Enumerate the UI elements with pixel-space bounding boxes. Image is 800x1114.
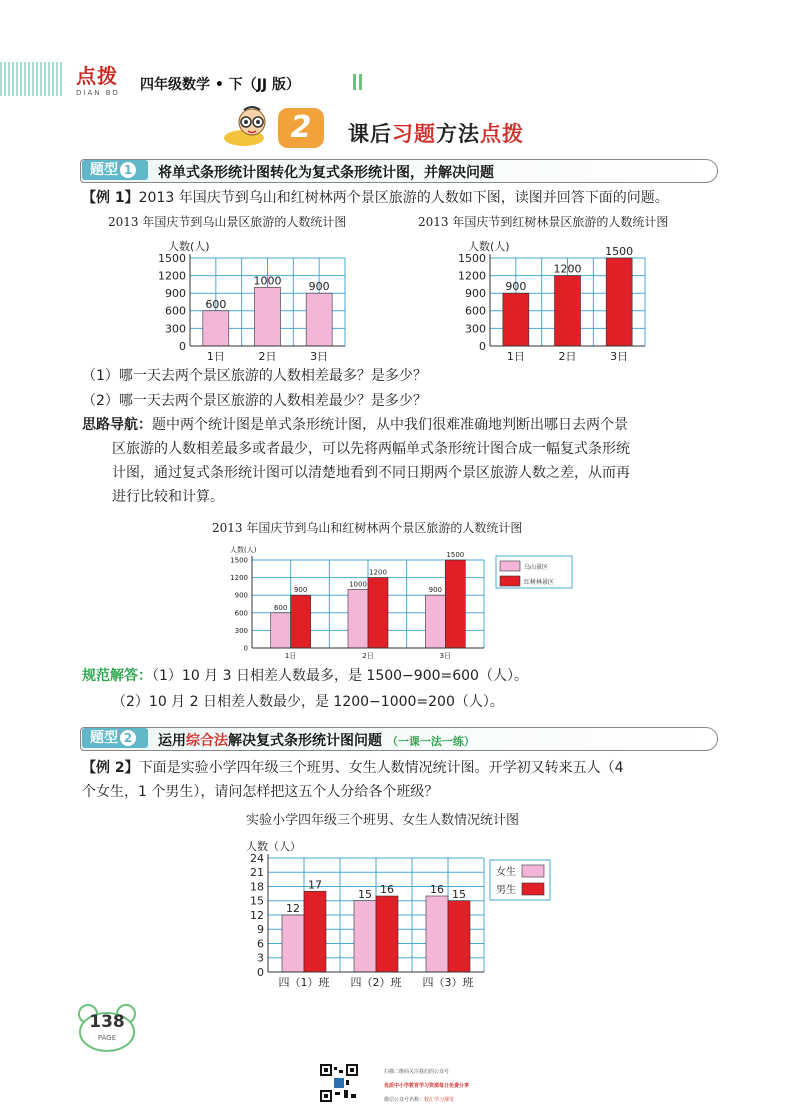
chart1-value-label: 1000 <box>253 274 282 288</box>
logo-subtext: DIAN BO <box>76 89 120 97</box>
chart3-legend-swatch <box>500 561 520 571</box>
chart3-value-label: 900 <box>428 586 443 595</box>
chart3-bar <box>348 589 368 648</box>
chart3-legend-label: 乌山景区 <box>524 564 549 571</box>
chart4-ytick-label: 15 <box>250 894 264 908</box>
chart1-xtick-label: 2日 <box>258 350 277 362</box>
topic1-text: 将单式条形统计图转化为复式条形统计图，并解决问题 <box>158 165 494 181</box>
chart4-ytick-label: 0 <box>257 965 264 979</box>
chart2-xtick-label: 1日 <box>506 350 525 362</box>
chart1-ytick-label: 300 <box>165 322 186 336</box>
chart4-bar <box>304 891 326 972</box>
chart4-value-label: 17 <box>308 878 322 892</box>
chart4-xtick-label: 四（1）班 <box>278 976 330 989</box>
question1: （1）哪一天去两个景区旅游的人数相差最多？是多少？ <box>82 368 427 384</box>
chart4-ytick-label: 3 <box>257 951 264 965</box>
chart1-title: 2013 年国庆节到乌山景区旅游的人数统计图 <box>108 215 347 229</box>
chart3-ytick-label: 1500 <box>230 556 248 565</box>
chart4-xtick-label: 四（3）班 <box>422 976 474 989</box>
chart3-ytick-label: 600 <box>234 609 248 618</box>
chart2-bar <box>606 258 632 346</box>
chart4-ytick-label: 6 <box>257 937 264 951</box>
example1-statement: 【例 1】2013 年国庆节到乌山和红树林两个景区旅游的人数如下图，读图并回答下面的问题。 <box>82 190 669 206</box>
chart2-value-label: 1200 <box>553 262 582 276</box>
chart1-ytick-label: 1200 <box>158 269 186 283</box>
chart4-bar <box>354 901 376 972</box>
chart4-value-label: 16 <box>380 883 394 896</box>
chart2-xtick-label: 2日 <box>558 350 577 362</box>
chart2-xtick-label: 3日 <box>610 350 629 362</box>
chart3-value-label: 1500 <box>446 551 465 559</box>
topic2-tag: （一课一法一练） <box>386 735 475 748</box>
chart4-legend-label: 女生 <box>496 867 516 878</box>
chart2-ytick-label: 1200 <box>458 269 486 283</box>
chart4-ytick-label: 21 <box>250 866 264 880</box>
chart3-bar <box>291 595 311 648</box>
logo-text: 点拨 <box>76 64 118 88</box>
chart4-ylabel: 人数（人） <box>246 840 301 853</box>
guide-label: 思路导航： <box>82 417 152 433</box>
chart4-ytick-label: 18 <box>250 880 264 894</box>
answer1: 规范解答：（1）10 月 3 日相差人数最多，是 1500−900=600（人）。 <box>82 668 528 684</box>
chart4-bar <box>448 901 470 972</box>
chart1-xtick-label: 3日 <box>310 350 329 362</box>
chart2-value-label: 1500 <box>605 245 634 258</box>
section-title: 课后习题方法点拨 <box>348 122 524 146</box>
section-number-badge: 2 <box>278 108 324 148</box>
chart3-ytick-label: 1200 <box>230 574 248 583</box>
chart4-value-label: 15 <box>452 887 466 901</box>
chart1-ytick-label: 900 <box>165 287 186 301</box>
chart4-bar <box>376 896 398 972</box>
chart4-ytick-label: 12 <box>250 908 264 922</box>
chart3-xtick-label: 1日 <box>284 652 297 660</box>
chart1-ytick-label: 0 <box>179 339 186 353</box>
example2-statement: 【例 2】下面是实验小学四年级三个班男、女生人数情况统计图。开学初又转来五人（4 个女生，1 个男生），请问怎样把这五个人分给各个班级？ <box>82 760 624 800</box>
chart4-ytick-label: 24 <box>250 851 264 865</box>
chart1-value-label: 900 <box>308 280 330 294</box>
chart4-xtick-label: 四（2）班 <box>350 976 402 989</box>
chart3-ytick-label: 900 <box>234 591 248 600</box>
page-number: 138 <box>89 1012 125 1032</box>
chart2-ytick-label: 300 <box>465 322 486 336</box>
footer-line1: 扫描二维码关注我们的公众号 <box>384 1069 450 1075</box>
chart2-ytick-label: 600 <box>465 304 486 318</box>
chart3-ylabel: 人数(人) <box>230 546 257 554</box>
qr-code-icon <box>320 1064 358 1102</box>
header-bars-decoration <box>353 74 367 90</box>
chart3-ytick-label: 300 <box>234 626 248 635</box>
chart1-bar <box>306 293 332 346</box>
topic2-label: 题型 2 <box>82 728 148 748</box>
chart4-value-label: 15 <box>358 887 372 901</box>
chart3-ytick-label: 0 <box>243 644 248 653</box>
footer-line2: 优质中小学教育学习资源每日免费分享 <box>384 1083 470 1089</box>
chart2-ytick-label: 0 <box>479 339 486 353</box>
page-label: PAGE <box>97 1034 117 1042</box>
chart4-bar <box>282 915 304 972</box>
chart3-bar <box>271 613 291 648</box>
chart1-svg <box>140 228 370 362</box>
chart1-bar <box>255 287 281 346</box>
chart1-ytick-label: 1500 <box>158 251 186 265</box>
chart3-xtick-label: 3日 <box>439 652 452 660</box>
chart2-value-label: 900 <box>505 280 527 294</box>
answer-label: 规范解答： <box>82 668 152 684</box>
chart3-value-label: 600 <box>273 603 288 612</box>
answer2: （2）10 月 2 日相差人数最少，是 1200−1000=200（人）。 <box>112 694 504 710</box>
chart4-bar <box>426 896 448 972</box>
chart4-svg <box>212 832 572 992</box>
chart2-ylabel: 人数(人) <box>468 240 510 253</box>
mascot-icon <box>222 104 278 150</box>
chart4-value-label: 12 <box>286 902 300 915</box>
chart1-ylabel: 人数(人) <box>168 240 210 253</box>
chart4-value-label: 16 <box>430 883 444 896</box>
dianbo-logo <box>76 60 130 97</box>
header-stripe-decoration <box>0 62 62 96</box>
question2: （2）哪一天去两个景区旅游的人数相差最少？是多少？ <box>82 393 427 409</box>
chart1-value-label: 600 <box>205 297 227 311</box>
chart1-bar <box>203 311 229 346</box>
chart3-value-label: 1000 <box>349 580 367 589</box>
topic2-text: 运用综合法解决复式条形统计图问题 （一课一法一练） <box>158 733 475 749</box>
chart2-title: 2013 年国庆节到红树林景区旅游的人数统计图 <box>418 215 669 229</box>
chart3-value-label: 1200 <box>369 568 387 577</box>
guide-paragraph: 思路导航：题中两个统计图是单式条形统计图，从中我们很难准确地判断出哪日去两个景 区旅游的人数相差最多或者最少，可以先将两幅单式条形统计图合成一幅复式条形统 计图，通过复式条形统计图可以清楚地看到不同日期两个景区旅游人数之差，从而再 进行比较和计算。 <box>82 417 630 505</box>
footer-line3: 微信公众号名称：校汇学习课堂 <box>384 1097 455 1103</box>
chart2-ytick-label: 900 <box>465 287 486 301</box>
chart3-xtick-label: 2日 <box>362 652 374 660</box>
chart4-ytick-label: 9 <box>257 923 264 937</box>
chart2-bar <box>555 276 581 346</box>
chart4-title: 实验小学四年级三个班男、女生人数情况统计图 <box>246 813 520 828</box>
chart4-legend-label: 男生 <box>496 885 516 896</box>
book-title: 四年级数学 • 下（JJ 版） <box>140 77 300 93</box>
chart1-xtick-label: 1日 <box>206 350 225 362</box>
chart3-svg <box>200 536 600 664</box>
chart4-legend-swatch <box>522 865 544 877</box>
chart1-ytick-label: 600 <box>165 304 186 318</box>
chart3-value-label: 900 <box>293 586 308 595</box>
topic1-label: 题型 1 <box>82 160 148 180</box>
chart2-svg <box>440 228 670 362</box>
chart3-legend-label: 红树林景区 <box>524 579 555 586</box>
chart2-bar <box>503 293 529 346</box>
chart3-bar <box>445 560 465 648</box>
chart3-legend-swatch <box>500 576 520 586</box>
chart4-legend-swatch <box>522 883 544 895</box>
chart3-bar <box>368 578 388 648</box>
chart2-ytick-label: 1500 <box>458 251 486 265</box>
chart3-bar <box>425 595 445 648</box>
chart3-title: 2013 年国庆节到乌山和红树林两个景区旅游的人数统计图 <box>212 521 523 535</box>
